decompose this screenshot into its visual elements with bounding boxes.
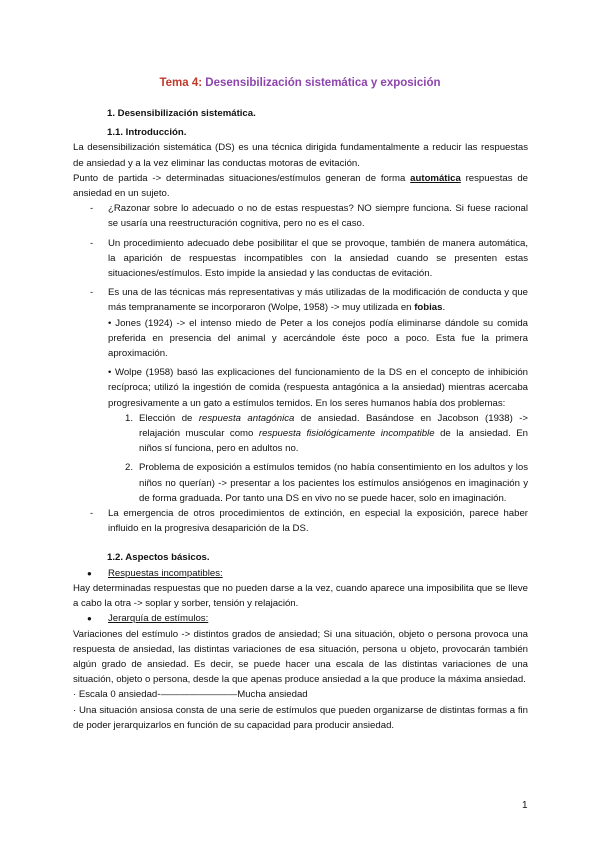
jones-paragraph: • Jones (1924) -> el intenso miedo de Peter a los conejos podía eliminarse dándole su comida preferida en presencia del animal y acercándole éste poco a poco. Esta fue la primera aproximación. bbox=[108, 317, 528, 360]
section-1-1-heading: 1.1. Introducción. bbox=[107, 127, 187, 139]
wolpe-paragraph: • Wolpe (1958) basó las explicaciones del funcionamiento de la DS en el concepto de inhibición recíproca; utilizó la ingestión de comida (respuesta antagónica a la ansiedad) mientras acercaba progresivamente a un gato a estímulos temidos. En los seres humanos había dos problemas: bbox=[108, 367, 528, 409]
punto-de-partida-paragraph: Punto de partida -> determinadas situaciones/estímulos generan de forma automática respuestas de ansiedad en un sujeto. bbox=[73, 172, 528, 200]
respuestas-paragraph: Hay determinadas respuestas que no pueden darse a la vez, cuando aparece una imposibilita que se lleve a cabo la otra -> soplar y sorber, tensión y relajación. bbox=[73, 582, 528, 610]
dash-item-procedimiento: - Un procedimiento adecuado debe posibilitar el que se provoque, también de manera automática, la aparición de respuestas incompatibles con la ansiedad cuando se presenten estas situaciones/estímulos. Esto impide la ansiedad y las conductas de evitación. bbox=[73, 236, 528, 282]
escala-line: · Escala 0 ansiedad-————————Mucha ansiedad bbox=[73, 689, 308, 701]
dash-item-emergencia: - La emergencia de otros procedimientos de extinción, en especial la exposición, parece haber influido en la progresiva desaparición de la DS. bbox=[73, 506, 528, 536]
document-body bbox=[73, 106, 528, 733]
title-prefix: Tema 4: bbox=[159, 77, 203, 89]
dash-item-tecnicas: - Es una de las técnicas más representativas y más utilizadas de la modificación de conducta y que más tempranamente se incorporaron (Wolpe, 1958) -> muy utilizada en fobias. bbox=[73, 285, 528, 315]
numbered-item-1: 1. Elección de respuesta antagónica de ansiedad. Basándose en Jacobson (1938) -> relajación muscular como respuesta fisiológicamente incompatible de la ansiedad. En niños sí funciona, pero en adultos no. bbox=[125, 412, 529, 455]
section-1-heading: 1. Desensibilización sistemática. bbox=[107, 108, 256, 119]
numbered-item-2: 2. Problema de exposición a estímulos temidos (no había consentimiento en los adultos y los niños no querían) -> presentar a los pacientes los estímulos ansiógenos en imaginación y de forma graduada. Por tanto una DS en vivo no se puede hacer, solo en imaginación. bbox=[125, 462, 528, 504]
automatica-emphasis: automática bbox=[410, 172, 461, 184]
intro-paragraph: La desensibilización sistemática (DS) es una técnica dirigida fundamentalmente a reducir las respuestas de ansiedad y a la vez eliminar las conductas motoras de evitación. bbox=[73, 142, 528, 169]
fobias-emphasis: fobias bbox=[414, 302, 443, 314]
bullet-respuestas-incompatibles: ● Respuestas incompatibles: bbox=[73, 566, 528, 581]
bullet-jerarquia: ● Jerarquía de estímulos: bbox=[73, 611, 528, 626]
title-name: Desensibilización sistemática y exposición bbox=[205, 77, 441, 89]
variaciones-paragraph: Variaciones del estímulo -> distintos grados de ansiedad; Si una situación, objeto o persona provoca una respuesta de ansiedad, las distintas variaciones de esa situación, persona u objeto, provocarán también algún grado de ansiedad. Es decir, se puede hacer una escala de las distintas variaciones de una situación, objeto o persona, desde la que apenas produce ansiedad a la que produce la máxima ansiedad. bbox=[73, 628, 528, 686]
section-1-2-heading: 1.2. Aspectos básicos. bbox=[107, 552, 210, 564]
page-title bbox=[0, 75, 600, 91]
dash-item-razonar: - ¿Razonar sobre lo adecuado o no de estas respuestas? NO siempre funciona. Si fuese racional se usaría una reestructuración cognitiva, pero no es el caso. bbox=[73, 201, 528, 231]
situacion-ansiosa-paragraph: · Una situación ansiosa consta de una serie de estímulos que pueden organizarse de distintas formas a fin de poder jerarquizarlos en función de su capacidad para producir ansiedad. bbox=[73, 704, 528, 731]
page-number: 1 bbox=[522, 800, 528, 811]
